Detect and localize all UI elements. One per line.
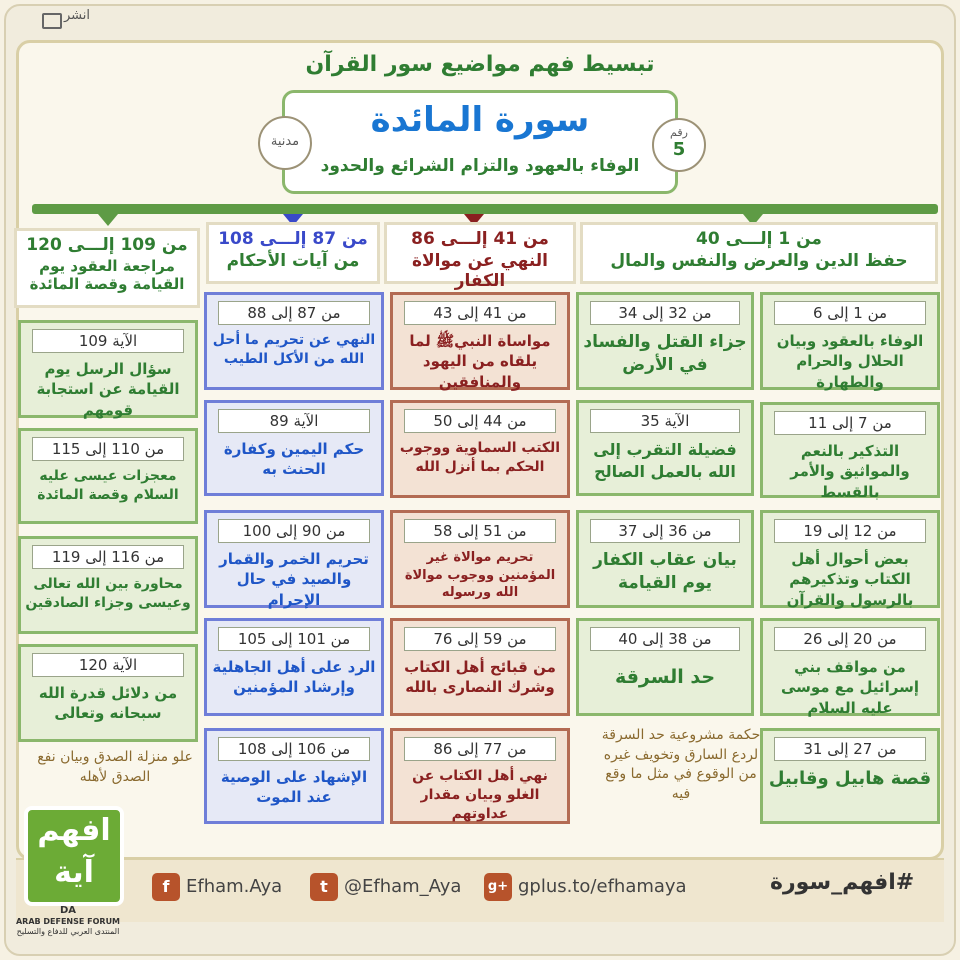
ayah-topic: بيان عقاب الكفار يوم القيامة (593, 550, 737, 593)
ayah-box (18, 644, 198, 742)
efham-aya-logo: افهم آية (24, 806, 124, 906)
twitter-icon: t (310, 873, 338, 901)
hashtag: #افهم_سورة (770, 870, 915, 895)
facebook-handle: Efham.Aya (186, 876, 283, 897)
header-range: من 41 إلـــى 86 (411, 229, 549, 249)
arrow-down-icon (98, 214, 118, 226)
ayah-range: من 59 إلى 76 (404, 627, 556, 651)
ayah-box (204, 728, 384, 824)
ayah-range: من 36 إلى 37 (590, 519, 740, 543)
ayah-range: من 44 إلى 50 (404, 409, 556, 433)
ayah-box (760, 728, 940, 824)
ayah-box (390, 618, 570, 716)
ayah-box (576, 510, 754, 608)
ayah-box (204, 400, 384, 496)
twitter-link[interactable] (310, 873, 461, 903)
share-icon[interactable] (42, 13, 62, 29)
ayah-topic: من قبائح أهل الكتاب وشرك النصارى بالله (404, 658, 556, 697)
ayah-topic: معجزات عيسى عليه السلام وقصة المائدة (37, 468, 179, 503)
ayah-box (760, 510, 940, 608)
ayah-topic: حد السرقة (614, 666, 716, 688)
ayah-box (390, 292, 570, 390)
watermark-line2: المنتدى العربي للدفاع والتسليح (16, 927, 120, 937)
ayah-range: من 87 إلى 88 (218, 301, 370, 325)
ayah-topic: مواساة النبيﷺ لما يلقاه من اليهود والمنافقين (409, 332, 551, 391)
section-header-2 (384, 222, 576, 291)
ayah-topic: النهي عن تحريم ما أحل الله من الأكل الطيب (212, 332, 376, 367)
ayah-range: من 51 إلى 58 (404, 519, 556, 543)
ayah-range: من 101 إلى 105 (218, 627, 370, 651)
ayah-topic: بعض أحوال أهل الكتاب وتذكيرهم بالرسول والقرآن (786, 550, 914, 609)
header-topic: حفظ الدين والعرض والنفس والمال (610, 251, 908, 271)
ayah-range: من 41 إلى 43 (404, 301, 556, 325)
number-label: رقم (670, 126, 688, 139)
header-topic: من آيات الأحكام (226, 251, 360, 271)
section-header-4 (14, 228, 200, 308)
ayah-box (576, 400, 754, 496)
ayah-box (204, 618, 384, 716)
ayah-topic: الكتب السماوية ووجوب الحكم بما أنزل الله (399, 440, 561, 475)
ayah-topic: الإشهاد على الوصية عند الموت (220, 768, 368, 807)
surah-number-badge (652, 118, 706, 172)
ayah-box (760, 292, 940, 390)
ayah-range: من 38 إلى 40 (590, 627, 740, 651)
ayah-range: من 106 إلى 108 (218, 737, 370, 761)
ayah-box (204, 510, 384, 608)
ayah-box (390, 510, 570, 608)
page-subtitle: تبسيط فهم مواضيع سور القرآن (305, 52, 655, 77)
surah-name: سورة المائدة (370, 100, 590, 140)
ayah-box (760, 618, 940, 716)
ayah-box (390, 728, 570, 824)
header-range: من 1 إلـــى 40 (696, 229, 822, 249)
ayah-topic: تحريم موالاة غير المؤمنين ووجوب موالاة الله ورسوله (404, 550, 556, 601)
ayah-box (204, 292, 384, 390)
ayah-range: الآية 109 (32, 329, 184, 353)
ayah-range: من 90 إلى 100 (218, 519, 370, 543)
ayah-box (576, 292, 754, 390)
watermark-line1: ARAB DEFENSE FORUM (15, 917, 121, 926)
ayah-box (18, 320, 198, 418)
main-connector (32, 204, 938, 214)
ayah-range: من 27 إلى 31 (774, 737, 926, 761)
ayah-range: الآية 120 (32, 653, 184, 677)
twitter-handle: @Efham_Aya (344, 876, 462, 897)
ayah-topic: نهي أهل الكتاب عن الغلو وبيان مقدار عداوتهم (412, 768, 548, 822)
surah-number: 5 (672, 139, 686, 160)
gplus-icon: g+ (484, 873, 512, 901)
facebook-icon: f (152, 873, 180, 901)
header-range: من 109 إلـــى 120 (26, 235, 188, 255)
surah-theme: الوفاء بالعهود والتزام الشرائع والحدود (320, 156, 640, 176)
ayah-topic: جزاء القتل والفساد في الأرض (583, 332, 747, 375)
ayah-range: من 7 إلى 11 (774, 411, 926, 435)
surah-type-badge: مدنية (258, 116, 312, 170)
ayah-topic: قصة هابيل وقابيل (768, 768, 932, 789)
ayah-topic: من مواقف بني إسرائيل مع موسى عليه السلام (780, 658, 920, 717)
ayah-topic: تحريم الخمر والقمار والصيد في حال الإحرام (219, 550, 369, 609)
ayah-range: من 20 إلى 26 (774, 627, 926, 651)
header-topic: مراجعة العقود يوم القيامة وقصة المائدة (29, 257, 185, 293)
col2-note: حكمة مشروعية حد السرقة لردع السارق وتخويف غيره من الوقوع في مثل ما وقع فيه (601, 727, 761, 802)
ayah-range: من 116 إلى 119 (32, 545, 184, 569)
gplus-link[interactable] (484, 873, 687, 903)
ayah-range: من 12 إلى 19 (774, 519, 926, 543)
facebook-link[interactable] (152, 873, 282, 903)
ayah-topic: التذكير بالنعم والمواثيق والأمر بالقسط (790, 442, 910, 501)
section-header-1 (580, 222, 938, 284)
ayah-topic: سؤال الرسل يوم القيامة عن استجابة قومهم (36, 360, 180, 419)
ayah-box (760, 402, 940, 501)
gplus-handle: gplus.to/efhamaya (518, 876, 687, 897)
ayah-topic: فضيلة التقرب إلى الله بالعمل الصالح (593, 440, 737, 481)
ayah-range: من 110 إلى 115 (32, 437, 184, 461)
section-header-3 (206, 222, 380, 284)
ayah-range: الآية 89 (218, 409, 370, 433)
ayah-topic: من دلائل قدرة الله سبحانه وتعالى (38, 684, 178, 723)
ayah-box (390, 400, 570, 498)
ayah-range: الآية 35 (590, 409, 740, 433)
ayah-range: من 77 إلى 86 (404, 737, 556, 761)
ayah-range: من 1 إلى 6 (774, 301, 926, 325)
ayah-topic: حكم اليمين وكفارة الحنث به (223, 440, 365, 479)
ayah-topic: الوفاء بالعقود وبيان الحلال والحرام والطهارة (776, 332, 924, 391)
share-button[interactable]: انشر (64, 8, 90, 23)
ayah-topic: الرد على أهل الجاهلية وإرشاد المؤمنين (212, 658, 376, 697)
watermark-short: DA (59, 905, 77, 916)
header-range: من 87 إلـــى 108 (218, 229, 368, 249)
ayah-box (18, 428, 198, 524)
ayah-box (18, 536, 198, 634)
ayah-range: من 32 إلى 34 (590, 301, 740, 325)
col5-note: علو منزلة الصدق وبيان نفع الصدق لأهله (37, 749, 193, 785)
ayah-box (576, 618, 754, 716)
forum-watermark (4, 904, 132, 938)
header-topic: النهي عن موالاة الكفار (411, 251, 549, 291)
ayah-topic: محاورة بين الله تعالى وعيسى وجزاء الصادقين (25, 576, 191, 611)
